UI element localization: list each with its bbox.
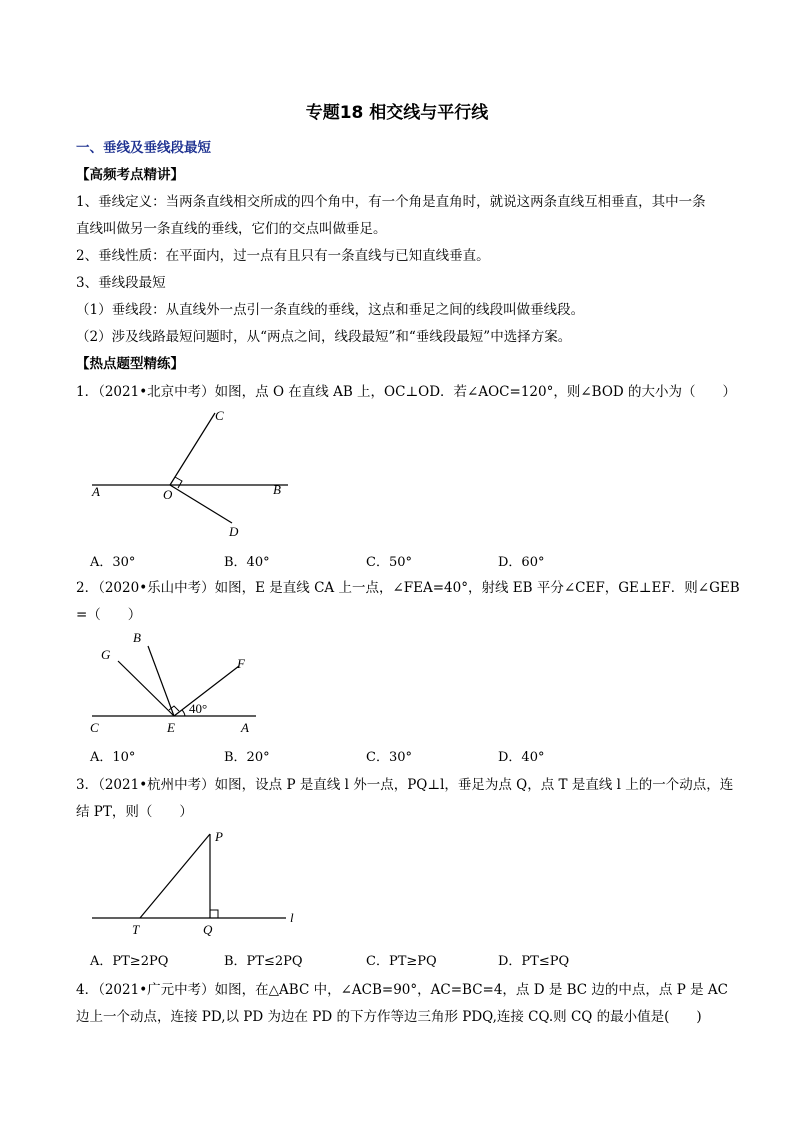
label-b: B [273, 482, 281, 497]
q2-option-b: B．20° [224, 750, 270, 765]
label-angle: 40° [189, 701, 208, 716]
q3-option-b: B．PT≤2PQ [224, 954, 303, 969]
label-c: C [215, 408, 224, 423]
heading-key-points: 【高频考点精讲】 [76, 167, 184, 183]
point-2: 2、垂线性质：在平面内，过一点有且只有一条直线与已知直线垂直。 [76, 248, 490, 264]
question-2-line-2: =（ ） [76, 607, 142, 623]
question-3-figure [86, 824, 312, 942]
question-1-figure [86, 404, 316, 542]
point-3a: （1）垂线段：从直线外一点引一条直线的垂线，这点和垂足之间的线段叫做垂线段。 [76, 302, 585, 318]
label-l: l [290, 910, 294, 925]
ray-eg [118, 661, 174, 716]
question-4-line-1: 4．（2021•广元中考）如图，在△ABC 中，∠ACB=90°，AC=BC=4，点 D 是 BC 边的中点，点 P 是 AC [76, 982, 728, 998]
point-1-line-2: 直线叫做另一条直线的垂线，它们的交点叫做垂足。 [76, 221, 387, 237]
question-2-line-1: 2．（2020•乐山中考）如图，E 是直线 CA 上一点，∠FEA=40°，射线 EB 平分∠CEF，GE⊥EF．则∠GEB [76, 580, 740, 596]
right-angle-mark [175, 477, 182, 488]
section-heading: 一、垂线及垂线段最短 [76, 140, 211, 156]
question-3-line-1: 3．（2021•杭州中考）如图，设点 P 是直线 l 外一点，PQ⊥l，垂足为点 Q，点 T 是直线 l 上的一个动点，连 [76, 777, 734, 793]
label-p: P [215, 829, 223, 844]
ray-od [170, 485, 232, 523]
heading-practice: 【热点题型精练】 [76, 356, 184, 372]
label-c: C [90, 720, 99, 735]
q3-option-c: C．PT≥PQ [366, 954, 437, 969]
label-q: Q [203, 922, 213, 937]
question-1-text: 1．（2021•北京中考）如图，点 O 在直线 AB 上，OC⊥OD．若∠AOC=120°，则∠BOD 的大小为（ ） [76, 384, 736, 400]
q1-option-c: C．50° [366, 555, 412, 570]
label-a: A [241, 720, 249, 735]
label-b: B [133, 630, 141, 645]
page-title: 专题18 相交线与平行线 [305, 103, 489, 123]
q2-option-c: C．30° [366, 750, 412, 765]
q1-option-b: B．40° [224, 555, 270, 570]
q1-option-d: D．60° [498, 555, 545, 570]
q3-option-a: A．PT≥2PQ [90, 954, 169, 969]
label-e: E [167, 720, 175, 735]
question-3-line-2: 结 PT，则（ ） [76, 804, 193, 820]
q2-option-d: D．40° [498, 750, 545, 765]
label-t: T [132, 922, 140, 937]
q3-option-d: D．PT≤PQ [498, 954, 570, 969]
label-f: F [237, 656, 245, 671]
point-3: 3、垂线段最短 [76, 275, 166, 291]
label-g: G [101, 647, 111, 662]
label-o: O [163, 487, 173, 502]
point-1-line-1: 1、垂线定义：当两条直线相交所成的四个角中，有一个角是直角时，就说这两条直线互相垂直，其中一条 [76, 194, 706, 210]
q1-option-a: A．30° [90, 555, 136, 570]
right-angle-mark [210, 910, 218, 918]
ray-eb [148, 646, 174, 716]
question-2-figure [86, 626, 266, 740]
segment-pt [140, 834, 210, 918]
question-4-line-2: 边上一个动点，连接 PD,以 PD 为边在 PD 的下方作等边三角形 PDQ,连接 CQ.则 CQ 的最小值是( ) [76, 1009, 702, 1025]
ray-oc [170, 413, 215, 485]
point-3b: （2）涉及线路最短问题时，从“两点之间，线段最短”和“垂线段最短”中选择方案。 [76, 329, 572, 345]
label-d: D [229, 524, 239, 539]
angle-arc [182, 710, 185, 716]
q2-option-a: A．10° [90, 750, 136, 765]
label-a: A [92, 484, 100, 499]
